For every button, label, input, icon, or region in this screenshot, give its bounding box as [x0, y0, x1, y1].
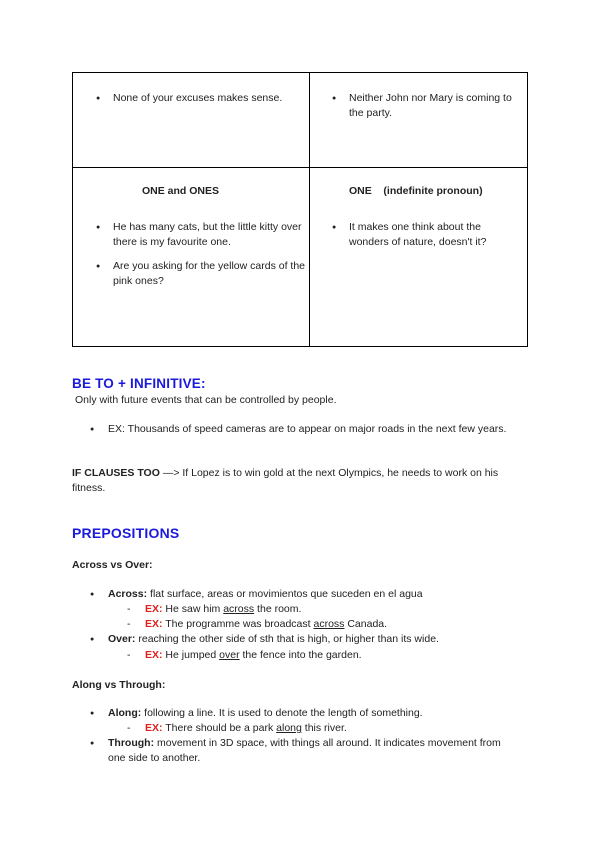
- list-item: ● Are you asking for the yellow cards of the pink ones?: [96, 259, 308, 289]
- across-definition: Across: flat surface, areas or movimientos que suceden en el agua: [108, 588, 423, 600]
- dash-icon: -: [127, 603, 131, 615]
- cell-heading: ONE and ONES: [142, 185, 220, 197]
- over-example: EX: He jumped over the fence into the garden.: [145, 649, 362, 661]
- list-item: ● None of your excuses makes sense.: [96, 91, 296, 106]
- be-to-intro: Only with future events that can be controlled by people.: [75, 394, 337, 406]
- across-example-2: EX: The programme was broadcast across Canada.: [145, 618, 388, 630]
- if-clauses-text: If Lopez is to win gold at the next Olympics, he needs to work on his fitness.: [72, 467, 499, 494]
- section-title-be-to: BE TO + INFINITIVE:: [72, 376, 206, 391]
- over-definition: Over: reaching the other side of sth that is high, or higher than its wide.: [108, 633, 439, 645]
- table-divider-horizontal: [73, 167, 527, 168]
- heading-across-over: Across vs Over:: [72, 559, 153, 571]
- section-title-prepositions: PREPOSITIONS: [72, 525, 180, 541]
- bullet-icon: ●: [90, 740, 95, 747]
- bullet-icon: ●: [90, 710, 95, 717]
- across-example-1: EX: He saw him across the room.: [145, 603, 302, 615]
- be-to-example: EX: Thousands of speed cameras are to appear on major roads in the next few years.: [108, 423, 507, 435]
- cell-bottom-left: [96, 184, 308, 297]
- list-item: ● He has many cats, but the little kitty over there is my favourite one.: [96, 220, 308, 250]
- dash-icon: -: [127, 722, 131, 734]
- if-clauses-paragraph: [72, 466, 528, 496]
- if-clauses-label: IF CLAUSES TOO: [72, 467, 160, 479]
- bullet-icon: ●: [90, 636, 95, 643]
- arrow-icon: —>: [159, 467, 183, 479]
- bullet-icon: ●: [90, 591, 95, 598]
- cell-heading: ONE (indefinite pronoun): [349, 185, 483, 197]
- cell-top-right: [332, 91, 528, 129]
- along-definition: Along: following a line. It is used to denote the length of something.: [108, 707, 423, 719]
- bullet-icon: ●: [90, 426, 95, 433]
- list-item: ● Neither John nor Mary is coming to the party.: [332, 91, 528, 121]
- dash-icon: -: [127, 618, 131, 630]
- through-definition-cont: one side to another.: [108, 752, 201, 764]
- cell-top-left: [96, 91, 296, 114]
- through-definition: Through: movement in 3D space, with things all around. It indicates movement from: [108, 737, 501, 749]
- table-divider-vertical: [309, 73, 310, 346]
- heading-along-through: Along vs Through:: [72, 679, 166, 691]
- cell-bottom-right: [332, 184, 512, 258]
- along-example: EX: There should be a park along this river.: [145, 722, 347, 734]
- dash-icon: -: [127, 649, 131, 661]
- list-item: ● It makes one think about the wonders of nature, doesn't it?: [332, 220, 512, 250]
- grammar-table: [72, 72, 528, 347]
